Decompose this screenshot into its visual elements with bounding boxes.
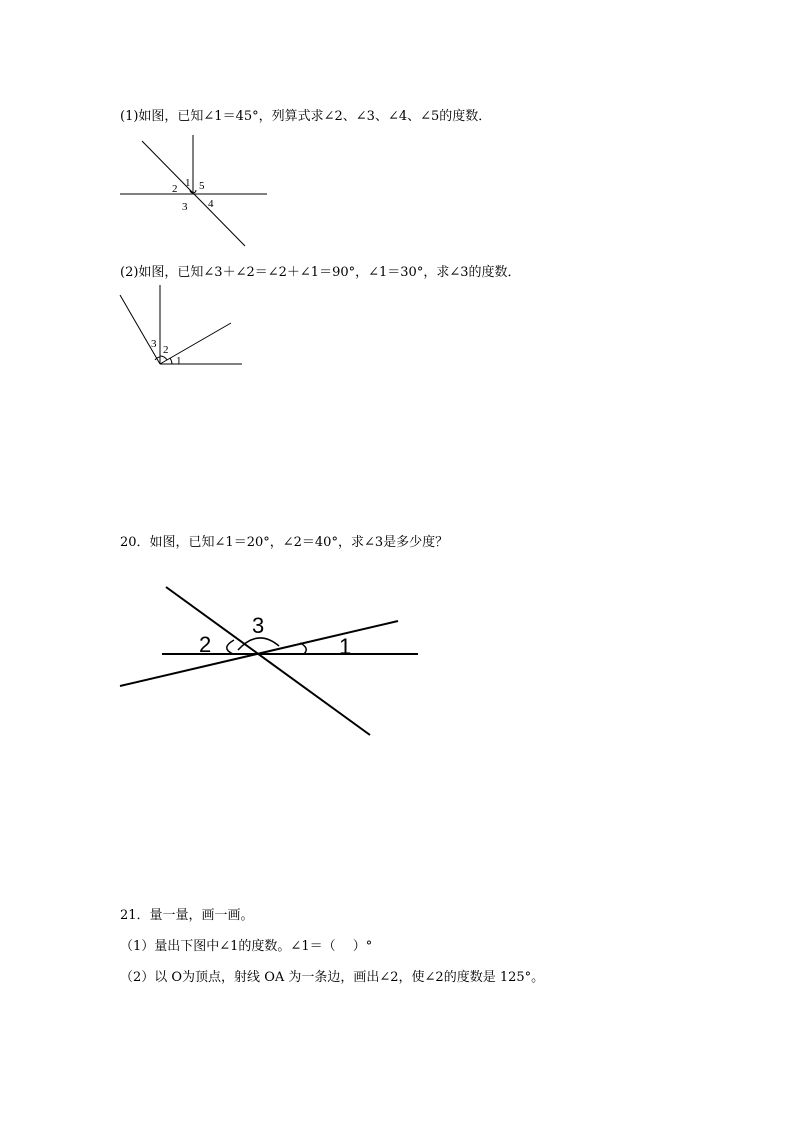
fig1-label-3: 3 (182, 201, 188, 213)
q21-part1: （1）量出下图中∠1的度数。∠1＝（ ）° (120, 939, 373, 954)
q21-part2: （2）以 O为顶点，射线 OA 为一条边，画出∠2，使∠2的度数是 125°。 (120, 970, 545, 985)
fig2-label-3: 3 (151, 338, 157, 350)
fig3-steep-line (166, 587, 370, 735)
fig1-label-5: 5 (199, 180, 205, 192)
fig1-label-4: 4 (208, 198, 214, 210)
fig3-label-1: 1 (339, 634, 352, 659)
fig1-label-1: 1 (185, 177, 191, 189)
q19-part1-text: (1)如图，已知∠1＝45°，列算式求∠2、∠3、∠4、∠5的度数． (120, 109, 492, 124)
fig3-label-2: 2 (199, 632, 212, 657)
fig1-label-2: 2 (172, 183, 178, 195)
fig3-label-3: 3 (252, 613, 265, 638)
fig2-label-1: 1 (176, 355, 182, 367)
fig3-arc-2 (227, 640, 234, 654)
q21-title: 21．量一量，画一画。 (120, 908, 254, 923)
q20-text: 20．如图，已知∠1＝20°，∠2＝40°，求∠3是多少度？ (120, 535, 449, 550)
q19-part2-text: (2)如图，已知∠3＋∠2＝∠2＋∠1＝90°，∠1＝30°，求∠3的度数． (120, 265, 521, 280)
fig3-arc-3 (238, 638, 279, 650)
fig2-label-2: 2 (163, 344, 169, 356)
